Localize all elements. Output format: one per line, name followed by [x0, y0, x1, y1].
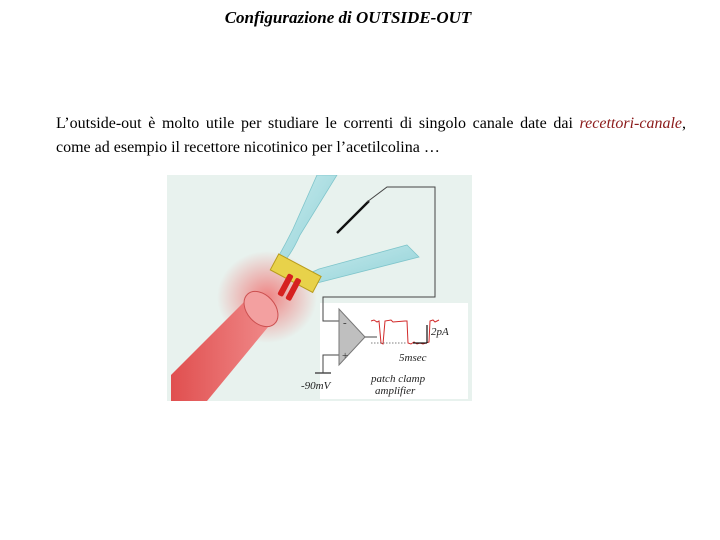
voltage-label: -90mV [301, 380, 331, 392]
paragraph-part2: , come ad esempio il recettore nicotinico per l’acetilcolina … [56, 115, 686, 156]
slide-title: Configurazione di OUTSIDE-OUT [224, 8, 472, 27]
op-amp-minus-label: - [343, 317, 347, 329]
amplifier-label-2: amplifier [375, 385, 416, 397]
current-scale-label: 2pA [431, 326, 449, 338]
outside-out-figure [167, 175, 472, 401]
op-amp-plus-label: + [342, 350, 349, 362]
amplifier-label-1: patch clamp [371, 373, 426, 385]
paragraph-term: recettori-canale [579, 115, 682, 132]
outside-out-diagram [167, 175, 472, 401]
time-scale-label: 5msec [399, 352, 427, 364]
paragraph-part1: L’outside-out è molto utile per studiare le correnti di singolo canale date dai [56, 115, 580, 132]
body-paragraph [56, 112, 686, 160]
